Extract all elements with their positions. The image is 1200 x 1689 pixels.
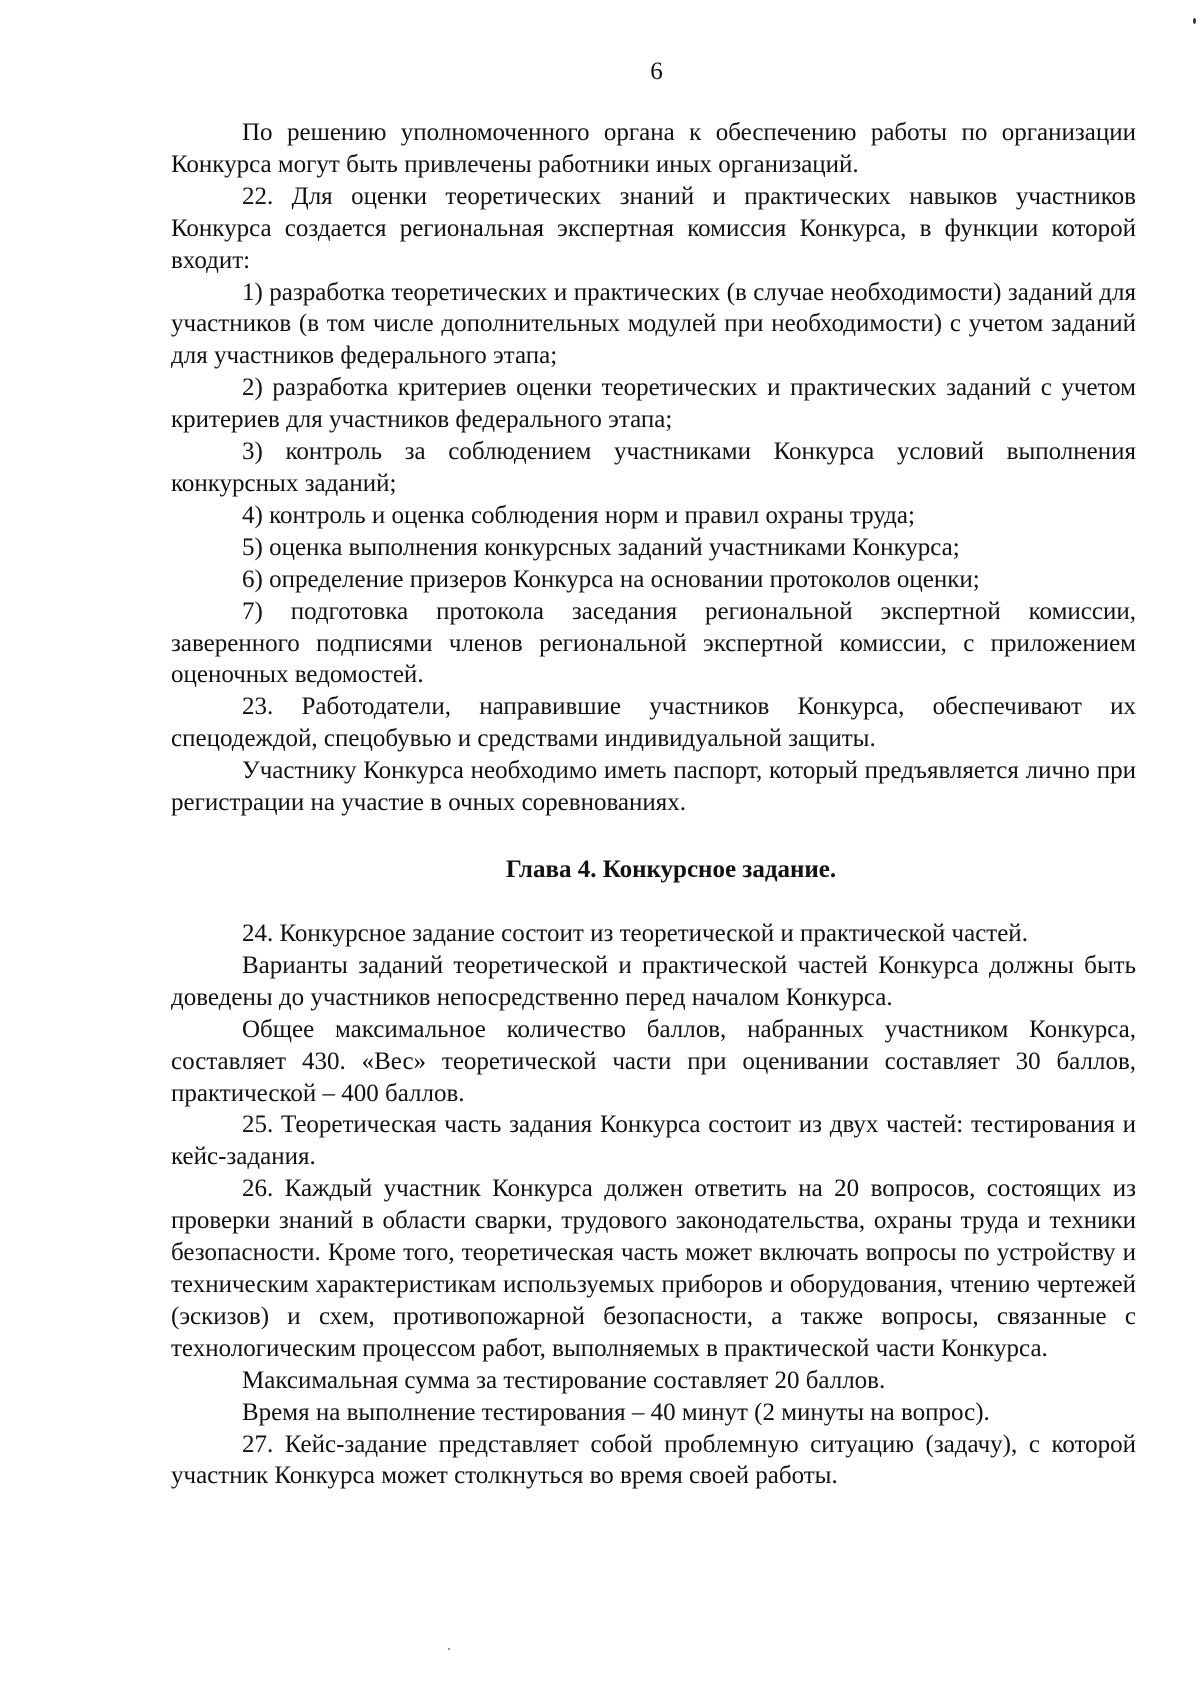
list-item-6: 6) определение призеров Конкурса на основании протоколов оценки; bbox=[242, 565, 980, 593]
paragraph-staff-involvement: По решению уполномоченного органа к обеспечению работы по организации Конкурса могут быть привлечены работники иных организаций. bbox=[171, 119, 1136, 178]
paragraph-passport: Участнику Конкурса необходимо иметь паспорт, который предъявляется лично при регистрации на участие в очных соревнованиях. bbox=[171, 757, 1136, 817]
list-item-7: 7) подготовка протокола заседания региональной экспертной комиссии, заверенного подписями членов региональной экспертной комиссии, с приложением оценочных ведомостей. bbox=[171, 597, 1136, 689]
list-item-1: 1) разработка теоретических и практических (в случае необходимости) заданий для участников (в том числе дополнительных модулей при необходимости) с учетом заданий для участников федерального этапа; bbox=[171, 278, 1136, 370]
section-contest-task bbox=[171, 918, 1136, 1492]
paragraph-22-expert-commission: 22. Для оценки теоретических знаний и практических навыков участников Конкурса создается региональная экспертная комиссия Конкурса, в функции которой входит: bbox=[171, 182, 1136, 274]
list-item-2: 2) разработка критериев оценки теоретических и практических заданий с учетом критериев для участников федерального этапа; bbox=[171, 374, 1136, 434]
paragraph-26-questions: 26. Каждый участник Конкурса должен ответить на 20 вопросов, состоящих из проверки знаний в области сварки, трудового законодательства, охраны труда и техники безопасности. Кроме того, теоретическая часть может включать вопросы по устройству и техническим характеристикам используемых приборов и оборудования, чтению чертежей (эскизов) и схем, противопожарной безопасности, а также вопросы, связанные с технологическим процессом работ, выполняемых в практической части Конкурса. bbox=[171, 1175, 1136, 1362]
scan-speck bbox=[448, 1648, 450, 1650]
list-item-4: 4) контроль и оценка соблюдения норм и правил охраны труда; bbox=[242, 501, 915, 529]
page-number: 6 bbox=[650, 58, 663, 85]
scan-speck bbox=[1193, 18, 1196, 24]
paragraph-max-score: Общее максимальное количество баллов, набранных участником Конкурса, составляет 430. «Вес» теоретической части при оценивании составляет 30 баллов, практической – 400 баллов. bbox=[171, 1015, 1136, 1107]
paragraph-test-time: Время на выполнение тестирования – 40 минут (2 минуты на вопрос). bbox=[242, 1398, 990, 1426]
paragraph-24-task-parts: 24. Конкурсное задание состоит из теоретической и практической частей. bbox=[242, 920, 1028, 947]
chapter-heading: Глава 4. Конкурсное задание. bbox=[505, 856, 837, 883]
paragraph-task-variants: Варианты заданий теоретической и практической частей Конкурса должны быть доведены до участников непосредственно перед началом Конкурса. bbox=[171, 951, 1136, 1011]
list-item-5: 5) оценка выполнения конкурсных заданий участниками Конкурса; bbox=[242, 533, 960, 561]
paragraph-23-employers: 23. Работодатели, направившие участников Конкурса, обеспечивают их спецодеждой, спецобувью и средствами индивидуальной защиты. bbox=[171, 693, 1136, 753]
paragraph-25-theory-parts: 25. Теоретическая часть задания Конкурса состоит из двух частей: тестирования и кейс-задания. bbox=[171, 1111, 1136, 1171]
list-item-3: 3) контроль за соблюдением участниками Конкурса условий выполнения конкурсных заданий; bbox=[171, 438, 1136, 497]
paragraph-27-case-task: 27. Кейс-задание представляет собой проблемную ситуацию (задачу), с которой участник Конкурса может столкнуться во время своей работы. bbox=[171, 1430, 1136, 1490]
section-organization-and-commission bbox=[171, 117, 1136, 819]
paragraph-test-max: Максимальная сумма за тестирование составляет 20 баллов. bbox=[242, 1366, 886, 1394]
